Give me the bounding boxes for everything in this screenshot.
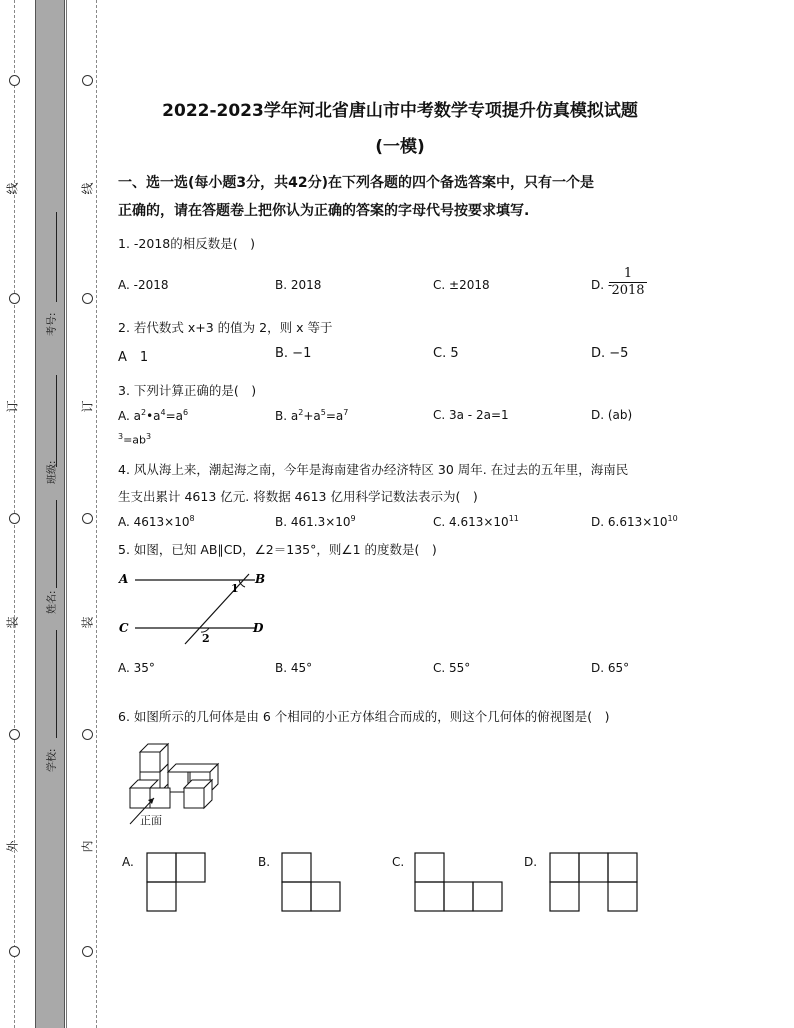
fraction-denominator: 2018 xyxy=(611,283,645,298)
binding-inner-strip xyxy=(66,0,97,1028)
section-heading: 一、选一选(每小题3分，共42分)在下列各题的四个备选答案中，只有一个是 xyxy=(118,175,595,191)
question-2-stem: 2. 若代数式 x+3 的值为 2，则 x 等于 xyxy=(118,320,333,335)
q3-d-exp: 3 xyxy=(118,432,124,441)
cube-face xyxy=(140,752,160,772)
grid-square xyxy=(176,853,205,882)
q3-a-part: •a xyxy=(146,409,161,423)
q3-d-part: =ab xyxy=(123,433,147,447)
side-char-xian: 线 xyxy=(5,182,20,195)
grid-square xyxy=(608,853,637,882)
q4-a-text: A. 4613×10 xyxy=(118,515,190,529)
grid-square xyxy=(147,882,176,911)
q3-b-exp: 5 xyxy=(320,408,326,417)
question-4-line1: 4. 风从海上来，潮起海之南，今年是海南建省办经济特区 30 周年. 在过去的五年里，海南民 xyxy=(118,462,629,477)
grid-square xyxy=(579,853,608,882)
q4-b-text: B. 461.3×10 xyxy=(275,515,351,529)
question-4-line2: 生支出累计 4613 亿元. 将数据 4613 亿用科学记数法表示为( ) xyxy=(118,489,478,504)
side-char-ding: 订 xyxy=(5,400,20,413)
q6-option-a-label: A. xyxy=(122,855,134,869)
fraction-numerator: 1 xyxy=(609,266,647,283)
binding-hole xyxy=(9,293,20,304)
grid-square xyxy=(444,882,473,911)
q3-a-part: =a xyxy=(165,409,184,423)
q3-a-part: A. a xyxy=(118,409,141,423)
grid-square xyxy=(473,882,502,911)
question-3-stem: 3. 下列计算正确的是( ) xyxy=(118,383,257,398)
q3-b-part: =a xyxy=(325,409,344,423)
q3-option-c: C. 3a - 2a=1 xyxy=(433,408,509,422)
angle-1-label: 1 xyxy=(231,582,239,595)
q1-option-b: B. 2018 xyxy=(275,278,322,292)
q1-option-d-fraction xyxy=(609,266,647,299)
q6-option-c-figure xyxy=(414,852,504,912)
school-label: 学校: xyxy=(47,748,58,772)
binding-hole xyxy=(82,513,93,524)
cube-face xyxy=(184,788,204,808)
binding-hole xyxy=(82,729,93,740)
grid-square xyxy=(608,882,637,911)
grid-square xyxy=(415,882,444,911)
q6-option-b-figure xyxy=(281,852,341,912)
q3-option-a xyxy=(118,408,188,423)
binding-strip xyxy=(35,0,65,1028)
q3-b-exp: 2 xyxy=(298,408,304,417)
q3-b-exp: 7 xyxy=(343,408,349,417)
transversal xyxy=(185,574,249,644)
inner-cut-line xyxy=(96,0,97,1028)
q3-d-exp: 3 xyxy=(146,432,152,441)
question-5-stem: 5. 如图，已知 AB∥CD，∠2＝135°，则∠1 的度数是( ) xyxy=(118,542,437,557)
binding-hole xyxy=(9,75,20,86)
q4-d-exp: 10 xyxy=(667,514,678,523)
q4-a-exp: 8 xyxy=(189,514,195,523)
q4-option-d xyxy=(591,514,678,529)
q3-a-exp: 6 xyxy=(183,408,189,417)
side-char-xian-inner: 线 xyxy=(80,182,95,195)
q2-option-a: A 1 xyxy=(118,350,149,365)
school-line xyxy=(56,630,57,738)
q2-option-c: C. 5 xyxy=(433,346,459,361)
q6-option-c-label: C. xyxy=(392,855,405,869)
q2-option-d: D. −5 xyxy=(591,346,629,361)
point-b-label: B xyxy=(255,572,266,586)
exam-number-label: 考号: xyxy=(47,312,58,336)
q5-option-d: D. 65° xyxy=(591,661,630,675)
cube-face xyxy=(150,788,170,808)
q4-option-b xyxy=(275,514,356,529)
binding-hole xyxy=(82,75,93,86)
parallel-lines-figure xyxy=(115,566,275,646)
q5-option-c: C. 55° xyxy=(433,661,471,675)
binding-hole xyxy=(82,946,93,957)
q3-b-part: +a xyxy=(303,409,321,423)
q5-option-b: B. 45° xyxy=(275,661,313,675)
side-char-nei-inner: 内 xyxy=(80,840,95,853)
side-char-ding-inner: 订 xyxy=(80,400,95,413)
q6-option-a-figure xyxy=(146,852,206,912)
grid-square xyxy=(282,882,311,911)
q3-option-d: D. (ab) xyxy=(591,408,633,422)
point-c-label: C xyxy=(119,621,129,635)
grid-square xyxy=(415,853,444,882)
binding-hole xyxy=(9,946,20,957)
q1-option-a: A. -2018 xyxy=(118,278,169,292)
q4-c-exp: 11 xyxy=(508,514,519,523)
q4-option-a xyxy=(118,514,195,529)
q4-c-text: C. 4.613×10 xyxy=(433,515,509,529)
grid-square xyxy=(311,882,340,911)
point-d-label: D xyxy=(253,621,264,635)
q5-option-a: A. 35° xyxy=(118,661,155,675)
q2-option-b: B. −1 xyxy=(275,346,312,361)
q4-d-text: D. 6.613×10 xyxy=(591,515,668,529)
section-heading-cont: 正确的，请在答题卷上把你认为正确的答案的字母代号按要求填写. xyxy=(118,203,530,219)
question-1-stem: 1. -2018的相反数是( ) xyxy=(118,236,255,251)
side-char-zhuang: 装 xyxy=(5,616,20,629)
name-label: 姓名: xyxy=(47,590,58,614)
grid-square xyxy=(282,853,311,882)
q3-a-exp: 2 xyxy=(140,408,147,417)
q6-option-d-label: D. xyxy=(524,855,538,869)
q3-a-exp: 4 xyxy=(160,408,166,417)
page-subtitle: (一模) xyxy=(375,137,425,157)
page-title: 2022-2023学年河北省唐山市中考数学专项提升仿真模拟试题 xyxy=(162,101,638,121)
grid-square xyxy=(550,882,579,911)
q1-option-d-prefix: D. - xyxy=(591,278,613,292)
angle-2-label: 2 xyxy=(202,632,210,645)
q1-option-c: C. ±2018 xyxy=(433,278,490,292)
q3-option-b xyxy=(275,408,348,423)
q6-option-b-label: B. xyxy=(258,855,271,869)
side-char-wai: 外 xyxy=(5,840,20,853)
binding-hole xyxy=(9,513,20,524)
q4-b-exp: 9 xyxy=(350,514,356,523)
binding-hole xyxy=(9,729,20,740)
name-line xyxy=(56,500,57,588)
q6-option-d-figure xyxy=(549,852,639,912)
q4-option-c xyxy=(433,514,519,529)
q3-option-d-cont xyxy=(118,432,151,447)
exam-number-line xyxy=(56,212,57,302)
point-a-label: A xyxy=(119,572,129,586)
class-line xyxy=(56,375,57,467)
grid-square xyxy=(550,853,579,882)
side-char-zhuang-inner: 装 xyxy=(80,616,95,629)
q3-b-part: B. a xyxy=(275,409,299,423)
front-view-label: 正面 xyxy=(140,814,162,827)
question-6-stem: 6. 如图所示的几何体是由 6 个相同的小正方体组合而成的，则这个几何体的俯视图是( ) xyxy=(118,709,610,724)
grid-square xyxy=(147,853,176,882)
class-label: 班级: xyxy=(47,460,58,484)
binding-hole xyxy=(82,293,93,304)
